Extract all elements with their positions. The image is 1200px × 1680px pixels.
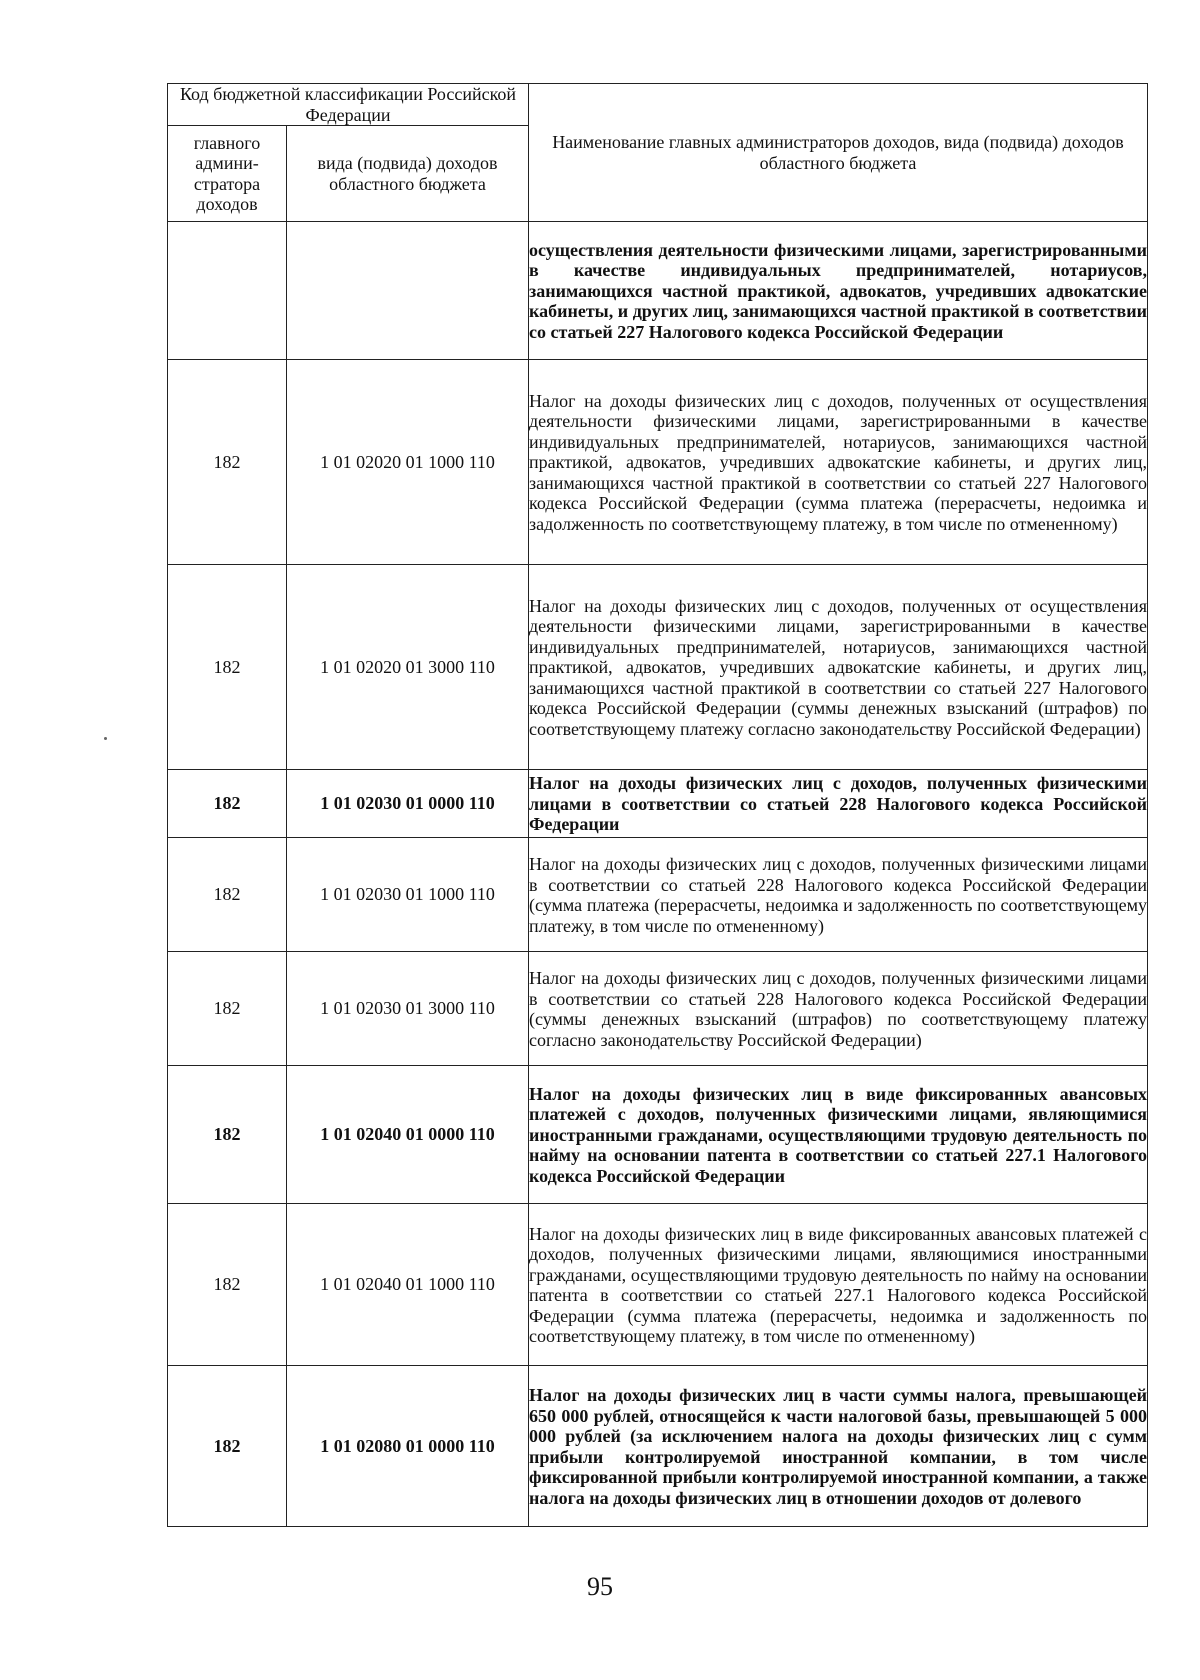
table-row <box>168 1204 1148 1366</box>
admin-code-cell: 182 <box>168 1366 287 1527</box>
description-cell <box>529 565 1148 770</box>
table-row <box>168 1366 1148 1527</box>
description-text: Налог на доходы физических лиц с доходов, полученных физическими лицами в соответствии со статьей 228 Налогового кодекса Российской Федерации <box>529 773 1147 835</box>
admin-code-cell: 182 <box>168 838 287 952</box>
description-cell <box>529 952 1148 1066</box>
income-code-cell: 1 01 02030 01 3000 110 <box>287 952 529 1066</box>
income-code-cell: 1 01 02040 01 1000 110 <box>287 1204 529 1366</box>
table-row <box>168 770 1148 838</box>
description-cell <box>529 1204 1148 1366</box>
description-text: Налог на доходы физических лиц в части суммы налога, превышающей 650 000 рублей, относящейся к части налоговой базы, превышающей 5 000 000 рублей (за исключением налога на доходы физических лиц с сумм прибыли контролируемой иностранной компании, в том числе фиксированной прибыли контролируемой иностранной компании, а также налога на доходы физических лиц в отношении доходов от долевого <box>529 1385 1147 1508</box>
description-cell <box>529 770 1148 838</box>
income-code-cell: 1 01 02020 01 3000 110 <box>287 565 529 770</box>
table-row <box>168 952 1148 1066</box>
scan-speck <box>104 737 107 740</box>
description-text: осуществления деятельности физическими лицами, зарегистрированными в качестве индивидуальных предпринимателей, нотариусов, занимающихся частной практикой, адвокатов, учредивших адвокатские кабинеты, и других лиц, занимающихся частной практикой в соответствии со статьей 227 Налогового кодекса Российской Федерации <box>529 239 1147 342</box>
header-budget-code-group: Код бюджетной классификации Российской Федерации <box>168 84 529 126</box>
admin-code-cell <box>168 222 287 360</box>
description-text: Налог на доходы физических лиц с доходов, полученных физическими лицами в соответствии со статьей 228 Налогового кодекса Российской Федерации (суммы денежных взысканий (штрафов) по соответствующему платежу согласно законодательству Российской Федерации) <box>529 968 1147 1050</box>
table-header <box>168 84 1148 222</box>
description-text: Налог на доходы физических лиц с доходов, полученных физическими лицами в соответствии со статьей 228 Налогового кодекса Российской Федерации (сумма платежа (перерасчеты, недоимка и задолженность по соответствующему платежу, в том числе по отмененному) <box>529 854 1147 936</box>
description-cell <box>529 838 1148 952</box>
admin-code-cell: 182 <box>168 952 287 1066</box>
table-row <box>168 838 1148 952</box>
admin-code-cell: 182 <box>168 1066 287 1204</box>
table-body <box>168 222 1148 1527</box>
admin-code-cell: 182 <box>168 360 287 565</box>
header-name-column: Наименование главных администраторов доходов, вида (подвида) доходов областного бюджета <box>529 84 1148 222</box>
description-cell <box>529 360 1148 565</box>
page-number: 95 <box>587 1572 613 1601</box>
description-text: Налог на доходы физических лиц с доходов, полученных от осуществления деятельности физическими лицами, зарегистрированными в качестве индивидуальных предпринимателей, нотариусов, занимающихся частной практикой, адвокатов, учредивших адвокатские кабинеты, и других лиц, занимающихся частной практикой в соответствии со статьей 227 Налогового кодекса Российской Федерации (суммы денежных взысканий (штрафов) по соответствующему платежу согласно законодательству Российской Федерации) <box>529 595 1147 739</box>
admin-code-cell: 182 <box>168 1204 287 1366</box>
header-admin-column: главного админи-стратора доходов <box>168 126 287 222</box>
table-row <box>168 1066 1148 1204</box>
description-cell <box>529 1066 1148 1204</box>
description-text: Налог на доходы физических лиц в виде фиксированных авансовых платежей с доходов, полученных физическими лицами, являющимися иностранными гражданами, осуществляющими трудовую деятельность по найму на основании патента в соответствии со статьей 227.1 Налогового кодекса Российской Федерации <box>529 1083 1147 1186</box>
income-code-cell: 1 01 02020 01 1000 110 <box>287 360 529 565</box>
description-cell <box>529 1366 1148 1527</box>
description-cell <box>529 222 1148 360</box>
table-row <box>168 222 1148 360</box>
admin-code-cell: 182 <box>168 565 287 770</box>
income-code-cell <box>287 222 529 360</box>
income-code-cell: 1 01 02030 01 0000 110 <box>287 770 529 838</box>
description-text: Налог на доходы физических лиц в виде фиксированных авансовых платежей с доходов, полученных физическими лицами, являющимися иностранными гражданами, осуществляющими трудовую деятельность по найму на основании патента в соответствии со статьей 227.1 Налогового кодекса Российской Федерации (сумма платежа (перерасчеты, недоимка и задолженность по соответствующему платежу, в том числе по отмененному) <box>529 1223 1147 1346</box>
table-row <box>168 360 1148 565</box>
table-row <box>168 565 1148 770</box>
income-code-cell: 1 01 02040 01 0000 110 <box>287 1066 529 1204</box>
income-code-cell: 1 01 02030 01 1000 110 <box>287 838 529 952</box>
budget-classification-table <box>167 83 1148 1527</box>
admin-code-cell: 182 <box>168 770 287 838</box>
header-income-type-column: вида (подвида) доходов областного бюджета <box>287 126 529 222</box>
income-code-cell: 1 01 02080 01 0000 110 <box>287 1366 529 1527</box>
description-text: Налог на доходы физических лиц с доходов, полученных от осуществления деятельности физическими лицами, зарегистрированными в качестве индивидуальных предпринимателей, нотариусов, занимающихся частной практикой, адвокатов, учредивших адвокатские кабинеты, и других лиц, занимающихся частной практикой в соответствии со статьей 227 Налогового кодекса Российской Федерации (сумма платежа (перерасчеты, недоимка и задолженность по соответствующему платежу, в том числе по отмененному) <box>529 390 1147 534</box>
